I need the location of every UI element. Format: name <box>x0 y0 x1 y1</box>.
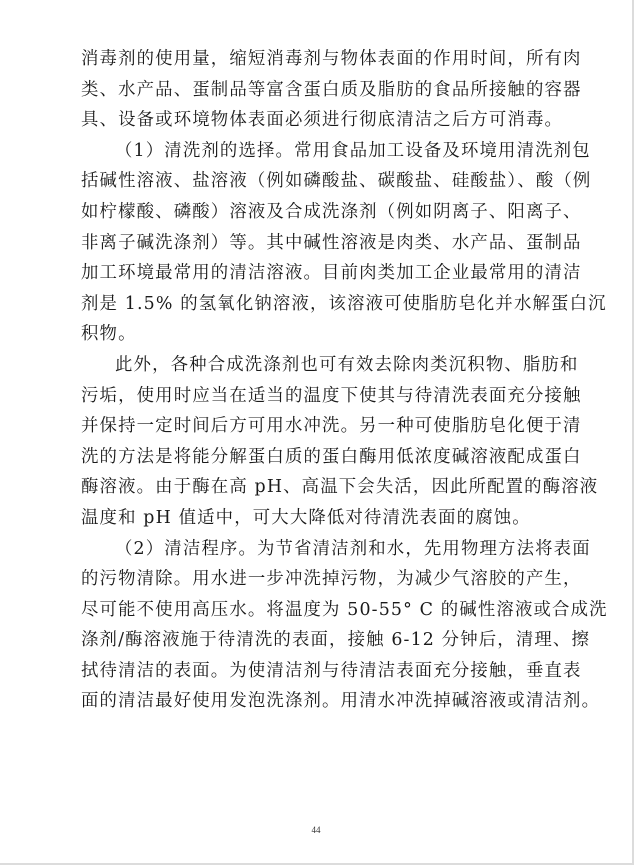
text-line: 酶溶液。由于酶在高 pH、高温下会失活，因此所配置的酶溶液 <box>81 477 599 498</box>
text-line: 具、设备或环境物体表面必须进行彻底清洁之后方可消毒。 <box>81 110 564 131</box>
text-line: 并保持一定时间后方可用水冲洗。另一种可使脂肪皂化便于清 <box>81 416 582 437</box>
text-line: 温度和 pH 值适中，可大大降低对待清洗表面的腐蚀。 <box>81 507 531 528</box>
paragraph-start-line: （2）清洁程序。为节省清洁剂和水，先用物理方法将表面 <box>115 538 591 559</box>
text-line: 的污物清除。用水进一步冲洗掉污物，为减少气溶胶的产生， <box>81 569 582 590</box>
text-line: 非离子碱洗涤剂）等。其中碱性溶液是肉类、水产品、蛋制品 <box>81 232 582 253</box>
text-line: 括碱性溶液、盐溶液（例如磷酸盐、碳酸盐、硅酸盐）、酸（例 <box>81 171 592 192</box>
text-line: 污垢，使用时应当在适当的温度下使其与待清洗表面充分接触 <box>81 385 582 406</box>
text-line: 剂是 1.5% 的氢氧化钠溶液，该溶液可使脂肪皂化并水解蛋白沉 <box>81 293 607 314</box>
text-line: 拭待清洁的表面。为使清洁剂与待清洁表面充分接触，垂直表 <box>81 660 582 681</box>
text-line: 类、水产品、蛋制品等富含蛋白质及脂肪的食品所接触的容器 <box>81 79 582 100</box>
text-line: 加工环境最常用的清洁溶液。目前肉类加工企业最常用的清洁 <box>81 263 582 284</box>
text-line: 尽可能不使用高压水。将温度为 50-55° C 的碱性溶液或合成洗 <box>81 599 608 620</box>
text-line: 涤剂/酶溶液施于待清洗的表面，接触 6-12 分钟后，清理、擦 <box>81 630 591 651</box>
text-line: 积物。 <box>81 324 137 345</box>
text-line: 消毒剂的使用量，缩短消毒剂与物体表面的作用时间，所有肉 <box>81 49 582 69</box>
text-line: 洗的方法是将能分解蛋白质的蛋白酶用低浓度碱溶液配成蛋白 <box>81 446 582 467</box>
paragraph-start-line: 此外，各种合成洗涤剂也可有效去除肉类沉积物、脂肪和 <box>115 354 579 375</box>
body-text <box>81 44 608 717</box>
page-number: 44 <box>311 825 321 835</box>
text-line: 如柠檬酸、磷酸）溶液及合成洗涤剂（例如阴离子、阳离子、 <box>81 201 582 222</box>
text-line: 面的清洁最好使用发泡洗涤剂。用清水冲洗掉碱溶液或清洁剂。 <box>81 691 601 712</box>
paragraph-start-line: （1）清洗剂的选择。常用食品加工设备及环境用清洗剂包 <box>115 140 591 161</box>
